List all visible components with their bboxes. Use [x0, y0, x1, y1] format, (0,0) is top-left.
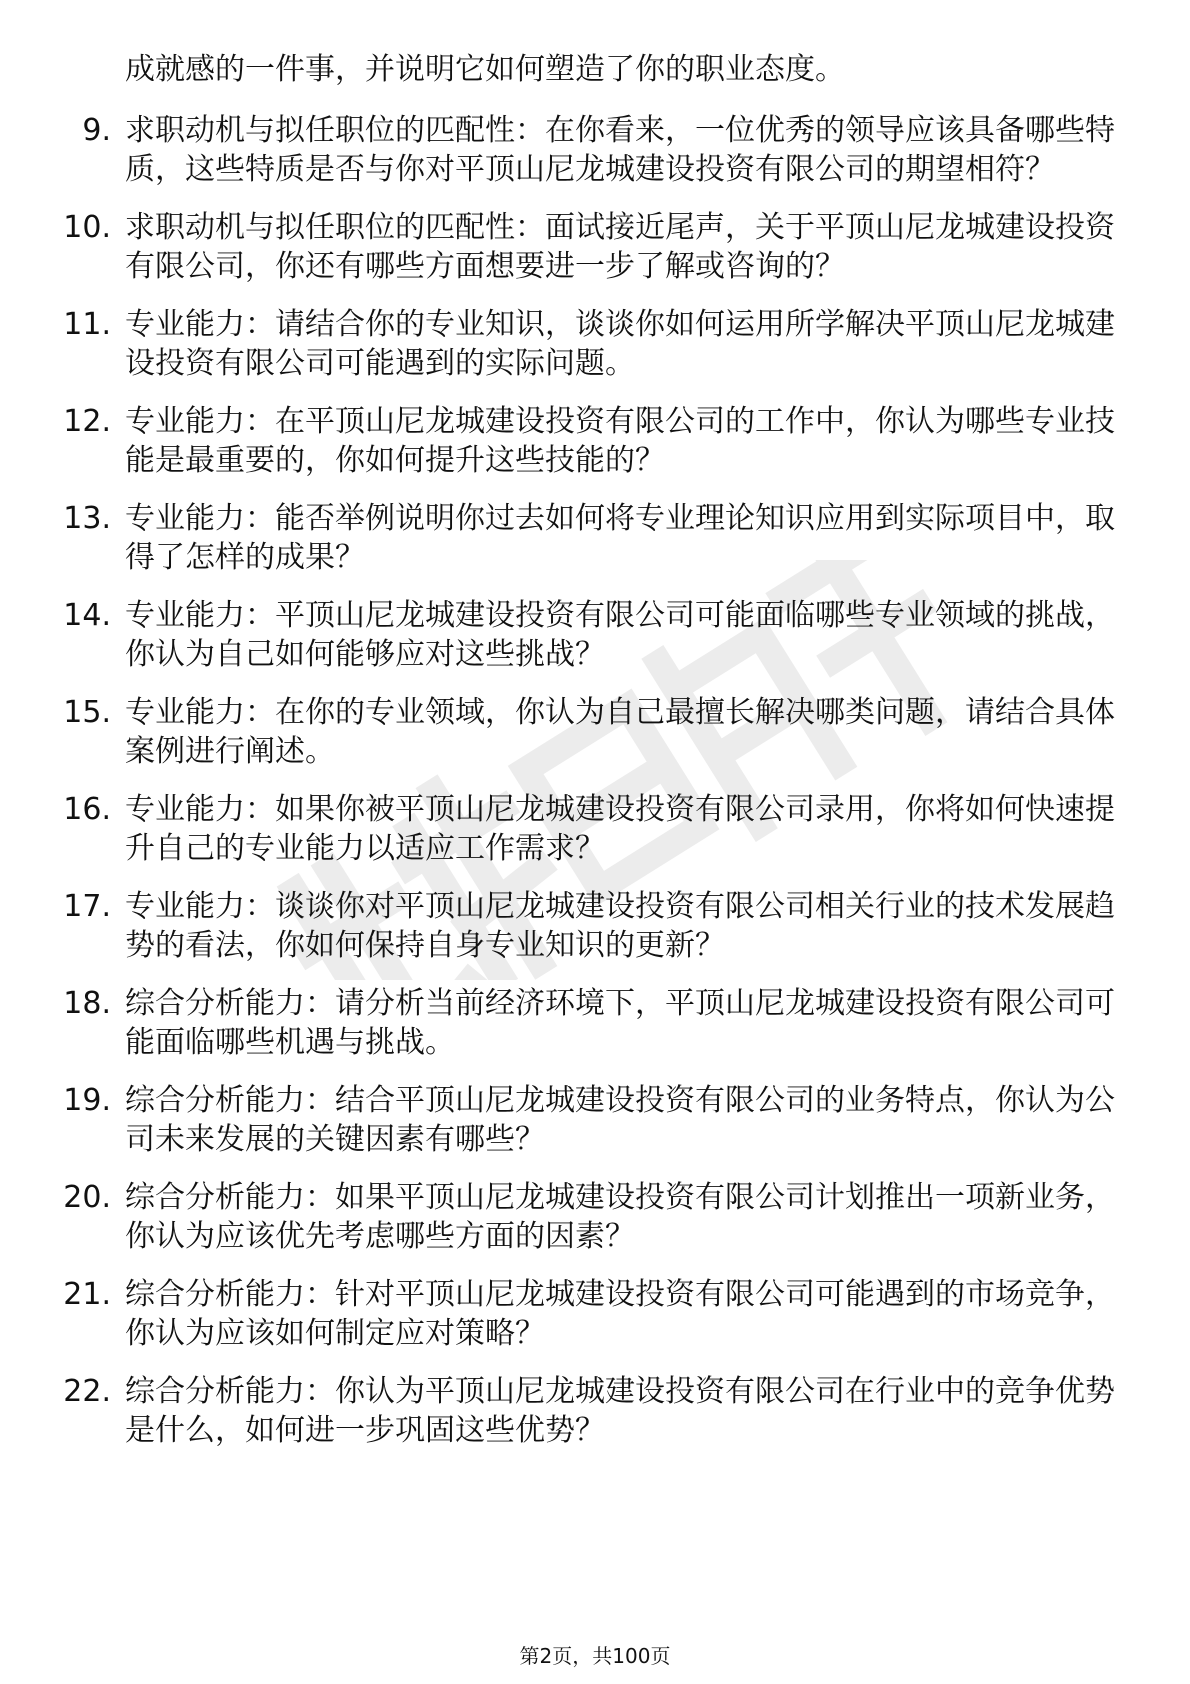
question-item — [0, 694, 1115, 771]
question-number: 20. — [63, 1180, 111, 1215]
question-item — [0, 1179, 1115, 1256]
question-text: 综合分析能力：你认为平顶山尼龙城建设投资有限公司在行业中的竞争优势是什么，如何进一步巩固这些优势？ — [125, 1374, 1115, 1448]
question-text: 专业能力：在你的专业领域，你认为自己最擅长解决哪类问题，请结合具体案例进行阐述。 — [125, 695, 1115, 769]
question-item — [0, 597, 1115, 674]
question-number: 17. — [63, 889, 111, 924]
question-text: 求职动机与拟任职位的匹配性：面试接近尾声，关于平顶山尼龙城建设投资有限公司，你还有哪些方面想要进一步了解或咨询的？ — [125, 210, 1115, 284]
question-item — [0, 791, 1115, 868]
question-item — [0, 1373, 1115, 1450]
continued-question-text: 成就感的一件事，并说明它如何塑造了你的职业态度。 — [125, 52, 845, 87]
question-item — [0, 500, 1115, 577]
question-text: 综合分析能力：针对平顶山尼龙城建设投资有限公司可能遇到的市场竞争，你认为应该如何制定应对策略？ — [125, 1277, 1115, 1351]
question-item — [0, 209, 1115, 286]
question-text: 专业能力：谈谈你对平顶山尼龙城建设投资有限公司相关行业的技术发展趋势的看法，你如何保持自身专业知识的更新？ — [125, 889, 1115, 963]
question-item — [0, 403, 1115, 480]
question-number: 21. — [63, 1277, 111, 1312]
page-number-footer: 第2页，共100页 — [519, 1644, 671, 1668]
question-item — [0, 112, 1115, 189]
question-number: 14. — [63, 598, 111, 633]
question-text: 专业能力：能否举例说明你过去如何将专业理论知识应用到实际项目中，取得了怎样的成果？ — [125, 501, 1115, 575]
question-item — [0, 985, 1115, 1062]
question-text: 综合分析能力：结合平顶山尼龙城建设投资有限公司的业务特点，你认为公司未来发展的关键因素有哪些？ — [125, 1083, 1115, 1157]
question-item — [0, 1276, 1115, 1353]
question-number: 12. — [63, 404, 111, 439]
question-number: 22. — [63, 1374, 111, 1409]
question-item — [0, 888, 1115, 965]
question-number: 10. — [63, 210, 111, 245]
question-number: 9. — [82, 113, 111, 148]
question-text: 求职动机与拟任职位的匹配性：在你看来，一位优秀的领导应该具备哪些特质，这些特质是否与你对平顶山尼龙城建设投资有限公司的期望相符？ — [125, 113, 1115, 187]
question-number: 18. — [63, 986, 111, 1021]
question-number: 11. — [63, 307, 111, 342]
question-text: 专业能力：请结合你的专业知识，谈谈你如何运用所学解决平顶山尼龙城建设投资有限公司可能遇到的实际问题。 — [125, 307, 1115, 381]
question-number: 16. — [63, 792, 111, 827]
question-text: 专业能力：在平顶山尼龙城建设投资有限公司的工作中，你认为哪些专业技能是最重要的，你如何提升这些技能的？ — [125, 404, 1115, 478]
question-number: 19. — [63, 1083, 111, 1118]
question-item — [0, 1082, 1115, 1159]
question-text: 综合分析能力：请分析当前经济环境下，平顶山尼龙城建设投资有限公司可能面临哪些机遇与挑战。 — [125, 986, 1115, 1060]
question-number: 13. — [63, 501, 111, 536]
question-list — [0, 112, 1190, 1470]
question-number: 15. — [63, 695, 111, 730]
question-text: 专业能力：平顶山尼龙城建设投资有限公司可能面临哪些专业领域的挑战，你认为自己如何能够应对这些挑战？ — [125, 598, 1115, 672]
question-text: 专业能力：如果你被平顶山尼龙城建设投资有限公司录用，你将如何快速提升自己的专业能力以适应工作需求？ — [125, 792, 1115, 866]
question-text: 综合分析能力：如果平顶山尼龙城建设投资有限公司计划推出一项新业务，你认为应该优先考虑哪些方面的因素？ — [125, 1180, 1115, 1254]
question-item — [0, 306, 1115, 383]
